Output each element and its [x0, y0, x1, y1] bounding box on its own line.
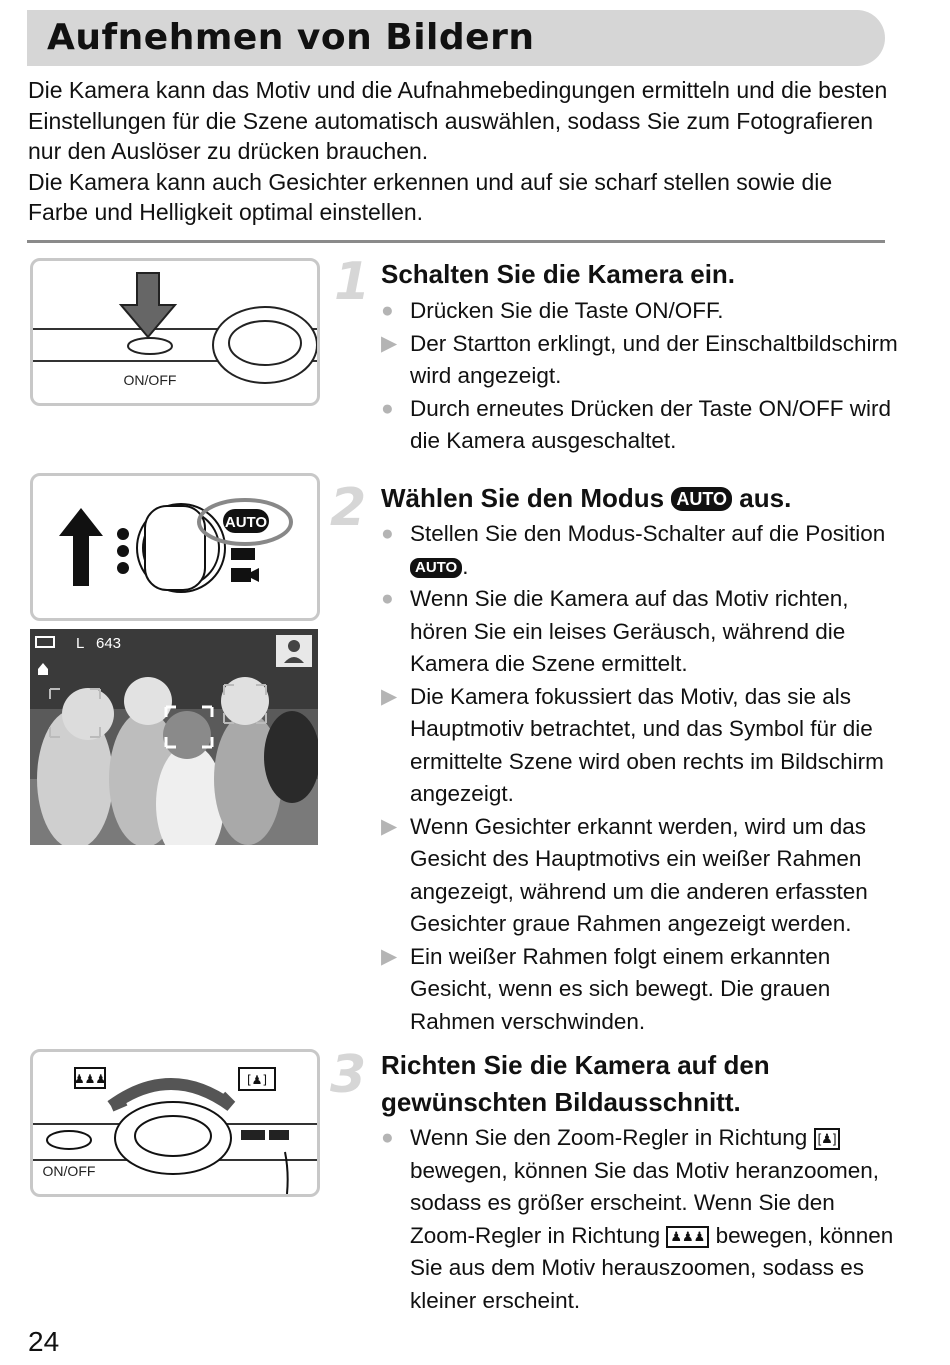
- arrow-icon: ▶: [381, 814, 398, 838]
- svg-text:♟♟♟: ♟♟♟: [73, 1072, 107, 1086]
- list-item: ▶ Wenn Gesichter erkannt werden, wird um das Gesicht des Hauptmotivs ein weißer Rahmen angezeigt, während um die anderen erfassten Gesichter graue Rahmen angezeigt werden.: [381, 811, 901, 941]
- camera-icon: [231, 548, 255, 560]
- intro: [28, 75, 888, 228]
- power-button-shape: [128, 338, 172, 354]
- arrow-icon: ▶: [381, 331, 398, 355]
- zoom-lever-illustration: [30, 1049, 320, 1197]
- onoff-label: ON/OFF: [123, 372, 177, 388]
- list-item: ▶ Der Startton erklingt, und der Einschaltbildschirm wird angezeigt.: [381, 328, 901, 393]
- mode-switch-diagram: [33, 476, 317, 618]
- up-arrow-icon: [59, 508, 103, 586]
- size-label: L: [76, 635, 85, 652]
- list-item: ● Stellen Sie den Modus-Schalter auf die Position AUTO .: [381, 518, 901, 583]
- intro-paragraph-2: Die Kamera kann auch Gesichter erkennen und auf sie scharf stellen sowie die Farbe und Helligkeit optimal einstellen.: [28, 168, 833, 226]
- list-item: ● Drücken Sie die Taste ON/OFF.: [381, 295, 901, 328]
- onoff-label: ON/OFF: [42, 1163, 96, 1179]
- step-2-title: Wählen Sie den Modus AUTO aus.: [381, 483, 792, 513]
- step-3-title: Richten Sie die Kamera auf den gewünschten Bildausschnitt.: [381, 1050, 770, 1117]
- svg-text:[♟]: [♟]: [246, 1073, 268, 1087]
- list-item: ● Durch erneutes Drücken der Taste ON/OFF wird die Kamera ausgeschaltet.: [381, 393, 901, 458]
- step-2-list: [381, 518, 901, 1038]
- step-1-number: 1: [334, 252, 371, 312]
- power-button-illustration: [30, 258, 320, 406]
- bullet-icon: ●: [381, 396, 394, 420]
- down-arrow-icon: [121, 273, 175, 337]
- bullet-icon: ●: [381, 1126, 394, 1149]
- page-title: Aufnehmen von Bildern: [47, 17, 535, 58]
- tele-zoom-icon: [♟]: [814, 1128, 841, 1150]
- zoom-lever-diagram: [33, 1052, 317, 1194]
- arrow-icon: ▶: [381, 684, 398, 708]
- step-1-list: [381, 295, 901, 458]
- auto-mode-icon: AUTO: [410, 558, 462, 578]
- wide-zoom-icon: ♟♟♟: [666, 1226, 709, 1248]
- movie-icon: [231, 568, 251, 582]
- step-2-number: 2: [330, 478, 367, 538]
- list-item: ● Wenn Sie den Zoom-Regler in Richtung [♟] bewegen, können Sie das Motiv heranzoomen, sodass es größer erscheint. Wenn Sie den Zoom-Regler in Richtung ♟♟♟ bewegen, können Sie aus dem Motiv herauszoomen, sodass es kleiner erscheint.: [381, 1122, 901, 1317]
- intro-paragraph-1: Die Kamera kann das Motiv und die Aufnahmebedingungen ermitteln und die besten Einstellungen für die Szene automatisch auswählen, sodass Sie zum Fotografieren nur den Auslöser zu drücken brauchen.: [28, 77, 888, 165]
- mode-switch-illustration: [30, 473, 320, 621]
- shot-count: 643: [96, 635, 122, 652]
- lcd-screen-photo: [30, 629, 318, 845]
- title-bar: [27, 10, 885, 66]
- bullet-icon: ●: [381, 522, 394, 545]
- svg-text:AUTO: AUTO: [224, 514, 268, 531]
- list-item: ● Wenn Sie die Kamera auf das Motiv richten, hören Sie ein leises Geräusch, während die Kamera die Szene ermittelt.: [381, 583, 901, 681]
- list-item: ▶ Ein weißer Rahmen folgt einem erkannten Gesicht, wenn es sich bewegt. Die grauen Rahmen verschwinden.: [381, 941, 901, 1039]
- arrow-icon: ▶: [381, 944, 398, 968]
- page-number: 24: [28, 1326, 60, 1357]
- auto-mode-icon: AUTO: [671, 487, 732, 511]
- step-1-title: Schalten Sie die Kamera ein.: [381, 259, 736, 289]
- power-button-shape: [47, 1131, 91, 1149]
- bullet-icon: ●: [381, 587, 394, 610]
- step-3-list: [381, 1122, 901, 1317]
- divider: [27, 240, 885, 243]
- power-button-diagram: [33, 261, 317, 403]
- list-item: ▶ Die Kamera fokussiert das Motiv, das sie als Hauptmotiv betrachtet, und das Symbol für die ermittelte Szene wird oben rechts im Bildschirm angezeigt.: [381, 681, 901, 811]
- bullet-icon: ●: [381, 299, 394, 322]
- step-3-number: 3: [330, 1045, 367, 1105]
- lcd-screen-image: [30, 629, 318, 845]
